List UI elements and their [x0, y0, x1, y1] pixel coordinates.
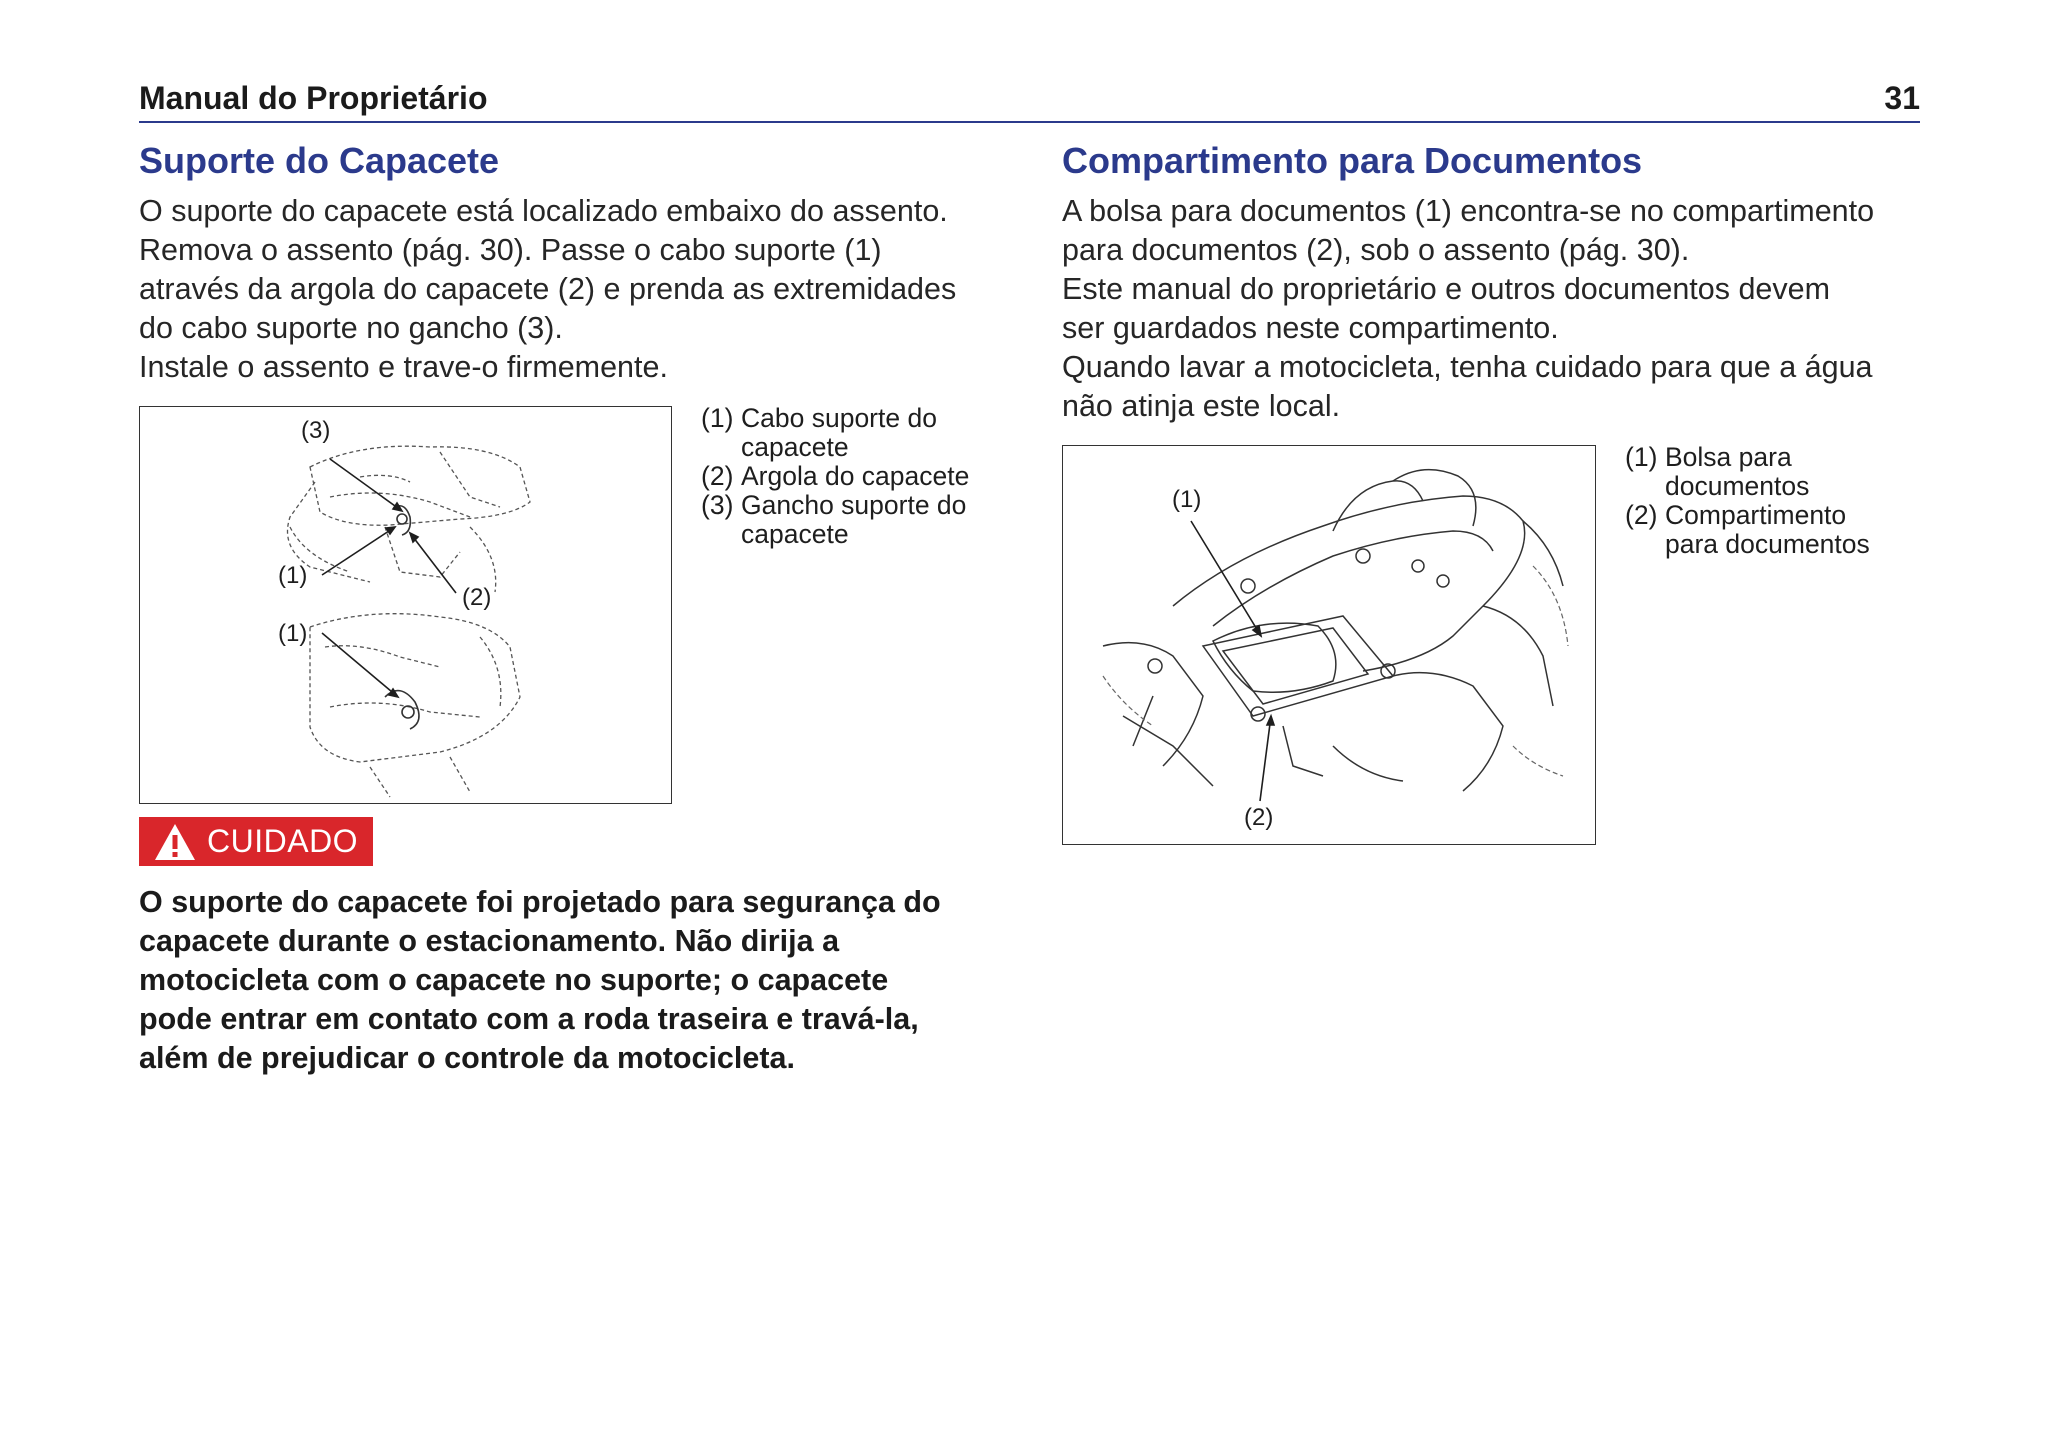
- legend-number: (2): [701, 461, 734, 491]
- caution-line: pode entrar em contato com a roda traseira e travá-la,: [139, 1002, 919, 1036]
- caution-line: capacete durante o estacionamento. Não dirija a: [139, 924, 840, 958]
- caution-line: além de prejudicar o controle da motocicleta.: [139, 1041, 795, 1075]
- legend-text: Compartimento para documentos: [1665, 500, 1870, 559]
- legend-number: (3): [701, 490, 734, 520]
- document-compartment-paragraph: [1062, 192, 1874, 426]
- figure-label-1-lower: (1): [278, 620, 308, 647]
- paragraph-line: Instale o assento e trave-o firmemente.: [139, 350, 668, 384]
- figure-label-1: (1): [1172, 486, 1202, 513]
- legend-item: [701, 491, 1001, 549]
- legend-number: (1): [701, 403, 734, 433]
- paragraph-line: através da argola do capacete (2) e prenda as extremidades: [139, 272, 957, 306]
- helmet-holder-paragraph: [139, 192, 956, 387]
- caution-line: motocicleta com o capacete no suporte; o capacete: [139, 963, 889, 997]
- page-header-title: Manual do Proprietário: [139, 80, 488, 116]
- section-title-helmet-holder: Suporte do Capacete: [139, 140, 500, 181]
- figure-label-2: (2): [462, 584, 492, 611]
- legend-item: [1625, 501, 1925, 559]
- legend-text: Gancho suporte do capacete: [741, 490, 967, 549]
- caution-label: CUIDADO: [207, 823, 359, 859]
- paragraph-line: não atinja este local.: [1062, 389, 1341, 423]
- helmet-holder-legend: [701, 404, 1001, 549]
- document-compartment-legend: [1625, 443, 1925, 559]
- paragraph-line: Este manual do proprietário e outros documentos devem: [1062, 272, 1831, 306]
- paragraph-line: para documentos (2), sob o assento (pág. 30).: [1062, 233, 1690, 267]
- caution-badge: [139, 817, 373, 866]
- document-compartment-illustration: [1062, 445, 1596, 845]
- legend-text: Argola do capacete: [741, 461, 970, 491]
- helmet-holder-drawing: [140, 407, 671, 803]
- legend-number: (1): [1625, 442, 1658, 472]
- figure-label-2: (2): [1244, 804, 1274, 831]
- section-title-document-compartment: Compartimento para Documentos: [1062, 140, 1643, 181]
- warning-triangle-icon: [153, 822, 197, 862]
- paragraph-line: A bolsa para documentos (1) encontra-se no compartimento: [1062, 194, 1875, 228]
- caution-message: [139, 883, 1019, 1078]
- header-divider: [139, 121, 1920, 123]
- paragraph-line: do cabo suporte no gancho (3).: [139, 311, 563, 345]
- helmet-holder-illustration: [139, 406, 672, 804]
- figure-label-1: (1): [278, 562, 308, 589]
- legend-text: Cabo suporte do capacete: [741, 403, 937, 462]
- legend-text: Bolsa para documentos: [1665, 442, 1810, 501]
- paragraph-line: O suporte do capacete está localizado embaixo do assento.: [139, 194, 948, 228]
- paragraph-line: Quando lavar a motocicleta, tenha cuidado para que a água: [1062, 350, 1873, 384]
- document-compartment-drawing: [1063, 446, 1595, 844]
- legend-item: [701, 404, 1001, 462]
- page-number: 31: [1884, 80, 1920, 116]
- legend-item: [701, 462, 1001, 491]
- paragraph-line: ser guardados neste compartimento.: [1062, 311, 1559, 345]
- caution-line: O suporte do capacete foi projetado para segurança do: [139, 885, 941, 919]
- legend-number: (2): [1625, 500, 1658, 530]
- paragraph-line: Remova o assento (pág. 30). Passe o cabo suporte (1): [139, 233, 882, 267]
- figure-label-3: (3): [301, 417, 331, 444]
- legend-item: [1625, 443, 1925, 501]
